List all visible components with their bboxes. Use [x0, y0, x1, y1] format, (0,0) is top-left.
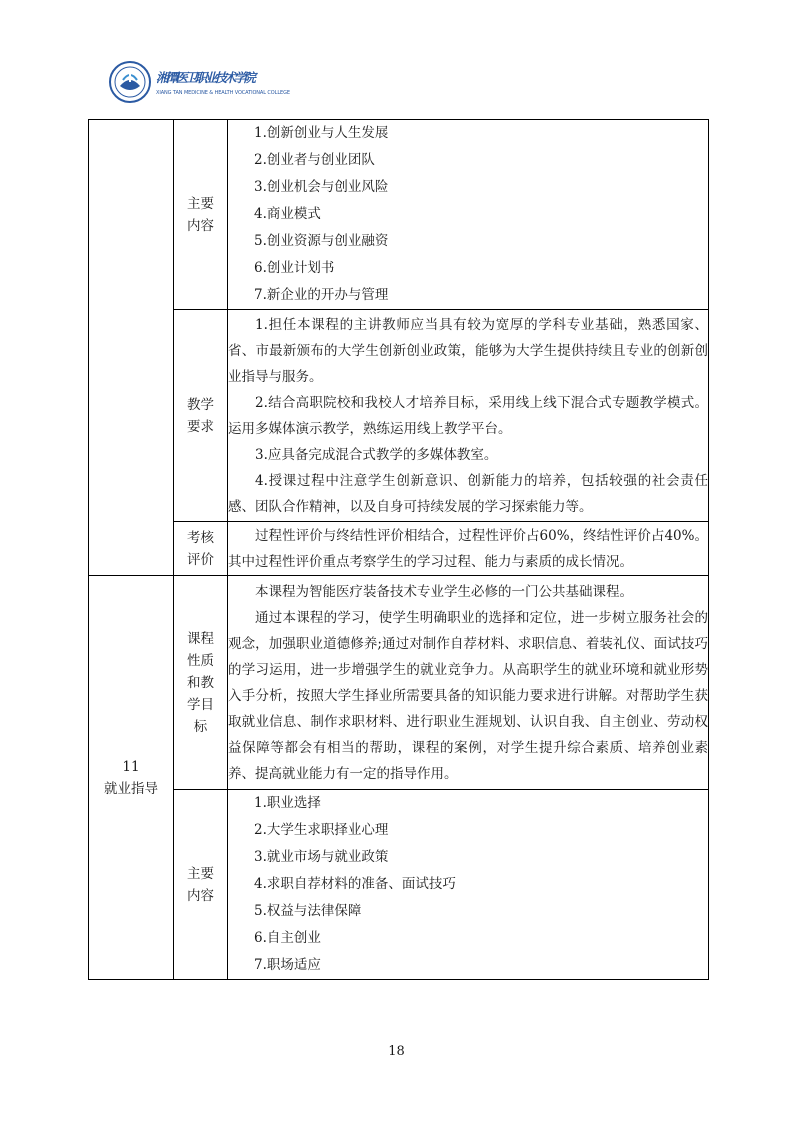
list-item: 3.就业市场与就业政策	[254, 849, 389, 865]
goal-label: 课程 性质 和教 学目 标	[174, 576, 228, 790]
paragraph: 1.担任本课程的主讲教师应当具有较为宽厚的学科专业基础，熟悉国家、省、市最新颁布的大学生创新创业政策，能够为大学生提供持续且专业的创新创业指导与服务。	[228, 316, 708, 385]
course-goal	[228, 576, 709, 790]
content-label: 主要 内容	[174, 120, 228, 310]
logo-chinese-name	[156, 68, 258, 86]
svg-text:湘潭医卫职业技术学院: 湘潭医卫职业技术学院	[156, 70, 256, 85]
table-row	[89, 576, 709, 790]
content-list	[228, 790, 709, 980]
course-number: 11	[122, 758, 140, 775]
list-item: 5.创业资源与创业融资	[254, 233, 389, 249]
content-label: 主要 内容	[174, 790, 228, 980]
table-row	[89, 310, 709, 522]
table-row	[89, 790, 709, 980]
paragraph: 3.应具备完成混合式教学的多媒体教室。	[255, 446, 498, 463]
paragraph: 通过本课程的学习，使学生明确职业的选择和定位，进一步树立服务社会的观念，加强职业道德修养;通过对制作自荐材料、求职信息、着装礼仪、面试技巧的学习运用，进一步增强学生的就业竞争力。从高职学生的就业环境和就业形势入手分析，按照大学生择业所需要具备的知识能力要求进行讲解。对帮助学生获取就业信息、制作求职材料、进行职业生涯规划、认识自我、自主创业、劳动权益保障等都会有相当的帮助，课程的案例，对学生提升综合素质、培养创业素养、提高就业能力有一定的指导作用。	[228, 609, 708, 782]
logo-english-name: XIANG TAN MEDICINE & HEALTH VOCATIONAL COLLEGE	[156, 90, 290, 96]
list-item: 2.大学生求职择业心理	[254, 822, 389, 838]
list-item: 3.创业机会与创业风险	[254, 179, 389, 195]
college-logo	[108, 60, 290, 110]
list-item: 1.创新创业与人生发展	[254, 125, 389, 141]
list-item: 4.商业模式	[254, 206, 321, 222]
college-emblem-icon	[108, 60, 152, 104]
course10-number-cell	[89, 120, 174, 576]
content-list	[228, 120, 709, 310]
assessment-text	[228, 522, 709, 576]
list-item: 4.求职自荐材料的准备、面试技巧	[254, 876, 456, 892]
list-item: 7.新企业的开办与管理	[254, 287, 389, 303]
page-number: 18	[388, 1044, 405, 1059]
course-table	[88, 119, 709, 980]
table-row	[89, 120, 709, 310]
teaching-requirements	[228, 310, 709, 522]
list-item: 1.职业选择	[254, 795, 321, 811]
assessment-label: 考核 评价	[174, 522, 228, 576]
course11-title-cell	[89, 576, 174, 980]
list-item: 2.创业者与创业团队	[254, 152, 375, 168]
teaching-label: 教学 要求	[174, 310, 228, 522]
course-name: 就业指导	[104, 780, 158, 797]
list-item: 6.创业计划书	[254, 260, 335, 276]
paragraph: 过程性评价与终结性评价相结合，过程性评价占60%，终结性评价占40%。其中过程性评价重点考察学生的学习过程、能力与素质的成长情况。	[228, 527, 708, 570]
list-item: 5.权益与法律保障	[254, 903, 362, 919]
paragraph: 2.结合高职院校和我校人才培养目标，采用线上线下混合式专题教学模式。运用多媒体演示教学，熟练运用线上教学平台。	[228, 394, 708, 437]
paragraph: 本课程为智能医疗装备技术专业学生必修的一门公共基础课程。	[255, 583, 633, 600]
list-item: 6.自主创业	[254, 930, 321, 946]
paragraph: 4.授课过程中注意学生创新意识、创新能力的培养，包括较强的社会责任感、团队合作精神，以及自身可持续发展的学习探索能力等。	[228, 472, 708, 515]
table-row	[89, 522, 709, 576]
list-item: 7.职场适应	[254, 957, 321, 973]
